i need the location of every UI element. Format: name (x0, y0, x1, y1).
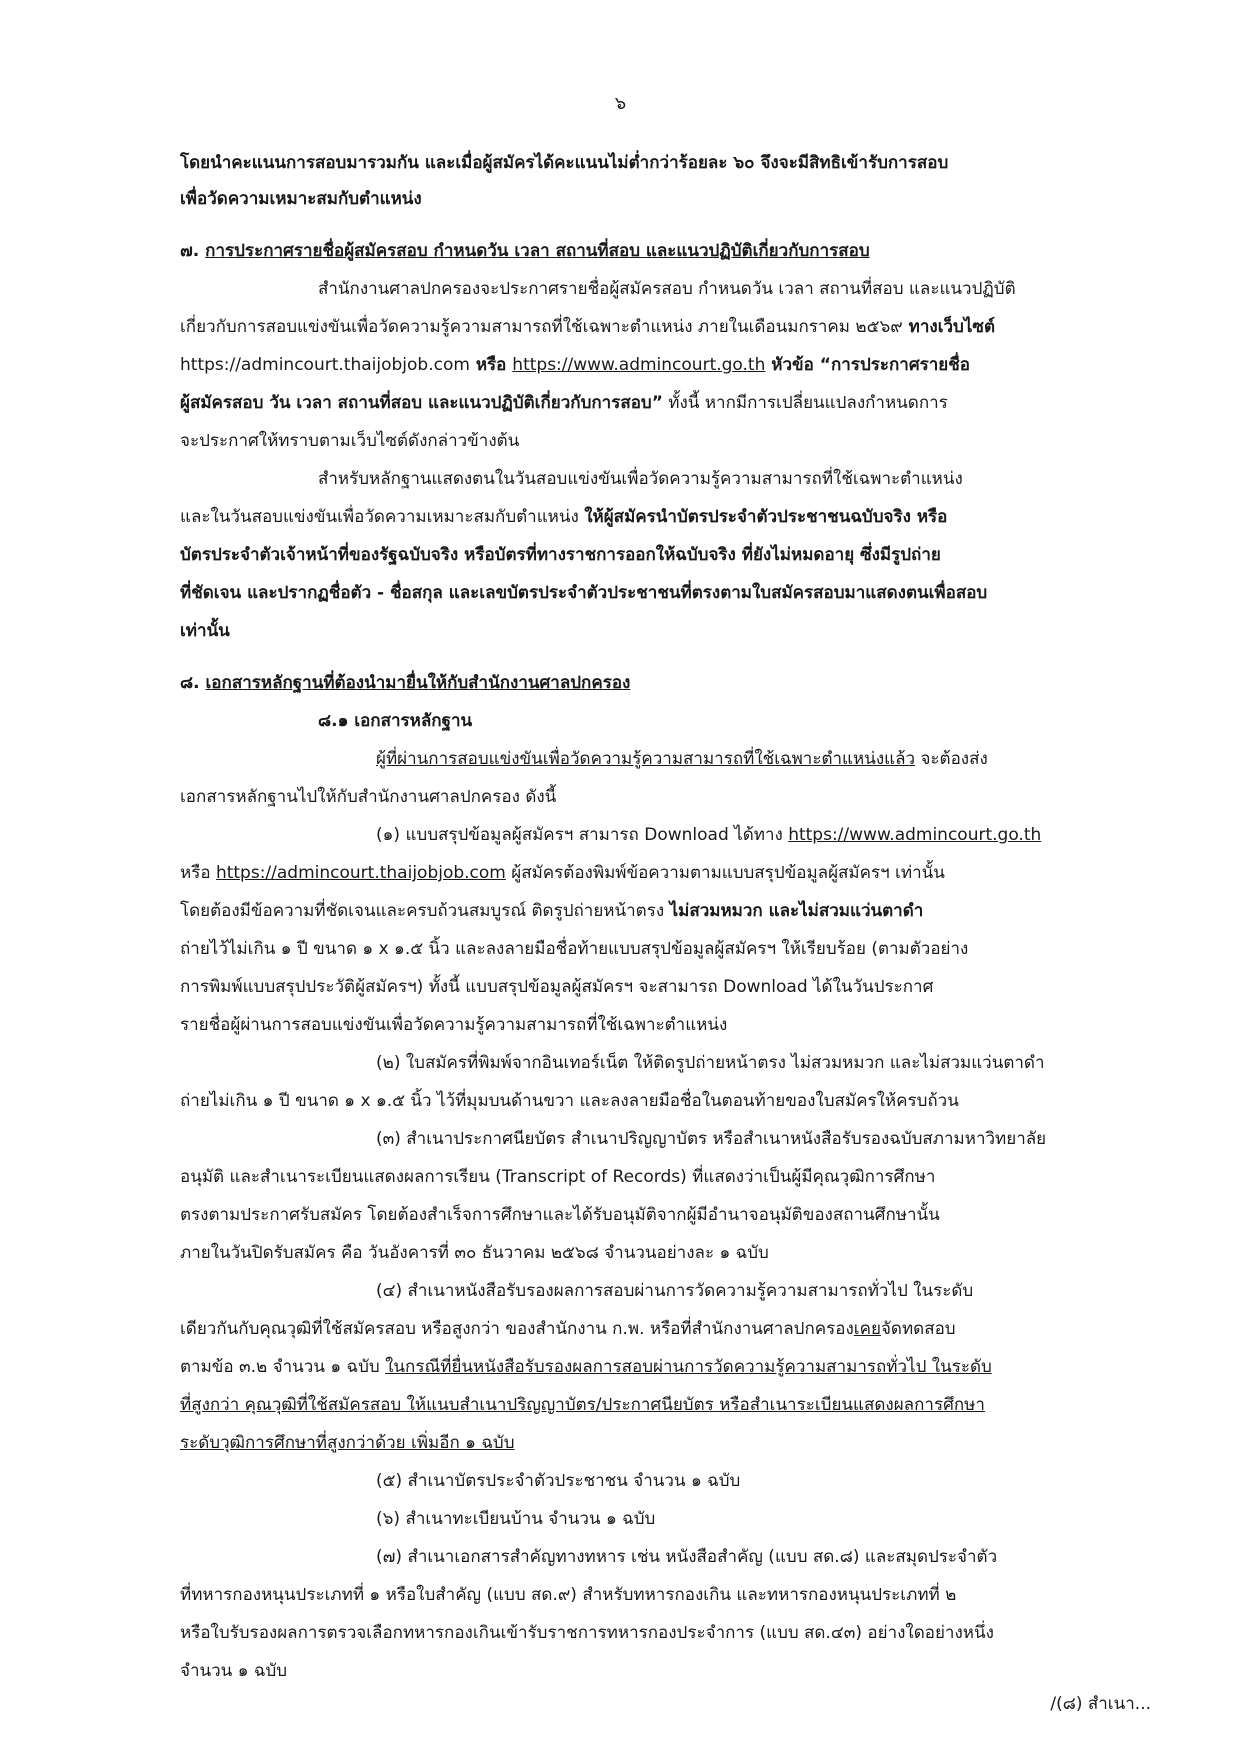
item-4-line-1: (๔) สำเนาหนังสือรับรองผลการสอบผ่านการวัดความรู้ความสามารถทั่วไป ในระดับ (376, 1281, 974, 1301)
page-number: ๖ (614, 93, 627, 114)
item-4-line-3 (180, 1354, 992, 1380)
item-1-line-2 (180, 860, 945, 886)
section-8-number: ๘. (180, 673, 200, 693)
s7-p1-line-4 (180, 390, 948, 416)
item-3-line-2: อนุมัติ และสำเนาระเบียนแสดงผลการเรียน (Transcript of Records) ที่แสดงว่าเป็นผู้มีคุณวุฒิการศึกษา (180, 1167, 936, 1187)
item-2-line-2: ถ่ายไม่เกิน ๑ ปี ขนาด ๑ x ๑.๕ นิ้ว ไว้ที่มุมบนด้านขวา และลงลายมือชื่อในตอนท้ายของใบสมัครให้ครบถ้วน (180, 1091, 959, 1111)
thaijobjob-link[interactable]: https://admincourt.thaijobjob.com (180, 355, 470, 375)
item-4-line-4: ที่สูงกว่า คุณวุฒิที่ใช้สมัครสอบ ให้แนบสำเนาปริญญาบัตร/ประกาศนียบัตร หรือสำเนาระเบียนแสดงผลการศึกษา (180, 1395, 985, 1415)
item-4-line-5: ระดับวุฒิการศึกษาที่สูงกว่าด้วย เพิ่มอีก ๑ ฉบับ (180, 1433, 515, 1453)
item-1-line-3 (180, 898, 923, 924)
s7-change-notice: ทั้งนี้ หากมีการเปลี่ยนแปลงกำหนดการ (662, 393, 948, 413)
admincourt-link[interactable]: https://www.admincourt.go.th (512, 355, 766, 375)
item-1-no-hat-glasses: ไม่สวมหมวก และไม่สวมแว่นตาดำ (669, 901, 924, 921)
item-4-ref: ตามข้อ ๓.๒ จำนวน ๑ ฉบับ (180, 1357, 386, 1377)
s8-lead-underlined: ผู้ที่ผ่านการสอบแข่งขันเพื่อวัดความรู้ความสามารถที่ใช้เฉพาะตำแหน่งแล้ว (376, 749, 916, 769)
item-2-line-1: (๒) ใบสมัครที่พิมพ์จากอินเทอร์เน็ต ให้ติดรูปถ่ายหน้าตรง ไม่สวมหมวก และไม่สวมแว่นตาดำ (376, 1053, 1045, 1073)
item-3-line-3: ตรงตามประกาศรับสมัคร โดยต้องสำเร็จการศึกษาและได้รับอนุมัติจากผู้มีอำนาจอนุมัติของสถานศึกษานั้น (180, 1205, 940, 1225)
s7-p2-line-3: บัตรประจำตัวเจ้าหน้าที่ของรัฐฉบับจริง หรือบัตรที่ทางราชการออกให้ฉบับจริง ที่ยังไม่หมดอายุ ซึ่งมีรูปถ่าย (180, 545, 941, 565)
s7-p1-line-2 (180, 314, 995, 340)
s8-lead-text: จะต้องส่ง (915, 749, 988, 769)
item-1-line-1 (376, 822, 1041, 848)
item-3-line-1: (๓) สำเนาประกาศนียบัตร สำเนาปริญญาบัตร หรือสำเนาหนังสือรับรองฉบับสภามหาวิทยาลัย (376, 1129, 1047, 1149)
item-4-line-2 (180, 1316, 956, 1342)
item-1-text: (๑) แบบสรุปข้อมูลผู้สมัครฯ สามารถ Download ได้ทาง (376, 825, 789, 845)
section-7-number: ๗. (180, 241, 200, 261)
intro-line-1: โดยนำคะแนนการสอบมารวมกัน และเมื่อผู้สมัครได้คะแนนไม่ต่ำกว่าร้อยละ ๖๐ จึงจะมีสิทธิเข้ารับการสอบ (180, 153, 949, 173)
item-7-line-3: หรือใบรับรองผลการตรวจเลือกทหารกองเกินเข้ารับราชการทหารกองประจำการ (แบบ สด.๔๓) อย่างใดอย่างหนึ่ง (180, 1623, 994, 1643)
s7-website-label: ทางเว็บไซต์ (902, 317, 995, 337)
s7-p2-line-2-text: และในวันสอบแข่งขันเพื่อวัดความเหมาะสมกับตำแหน่ง (180, 507, 585, 527)
section-8-1-heading: ๘.๑ เอกสารหลักฐาน (318, 711, 473, 731)
s7-topic-title: ผู้สมัครสอบ วัน เวลา สถานที่สอบ และแนวปฏิบัติเกี่ยวกับการสอบ” (180, 393, 663, 413)
s7-p1-line-3 (180, 352, 970, 378)
item-4-text-end: จัดทดสอบ (880, 1319, 956, 1339)
s7-id-card-requirement: ให้ผู้สมัครนำบัตรประจำตัวประชาชนฉบับจริง หรือ (584, 507, 948, 527)
item-1-or: หรือ (180, 863, 216, 883)
s7-p1-line-5: จะประกาศให้ทราบตามเว็บไซต์ดังกล่าวข้างต้น (180, 431, 520, 451)
item-7-line-2: ที่ทหารกองหนุนประเภทที่ ๑ หรือใบสำคัญ (แบบ สด.๙) สำหรับทหารกองเกิน และทหารกองหนุนประเภทที่ ๒ (180, 1585, 957, 1605)
s7-p2-line-1: สำหรับหลักฐานแสดงตนในวันสอบแข่งขันเพื่อวัดความรู้ความสามารถที่ใช้เฉพาะตำแหน่ง (318, 469, 963, 489)
item-1-admincourt-link[interactable]: https://www.admincourt.go.th (788, 825, 1042, 845)
item-5: (๕) สำเนาบัตรประจำตัวประชาชน จำนวน ๑ ฉบับ (376, 1471, 741, 1491)
intro-line-2: เพื่อวัดความเหมาะสมกับตำแหน่ง (180, 189, 422, 209)
item-4-keyword: เคย (853, 1319, 881, 1339)
item-4-condition: ในกรณีที่ยื่นหนังสือรับรองผลการสอบผ่านการวัดความรู้ความสามารถทั่วไป ในระดับ (385, 1357, 992, 1377)
item-7-line-1: (๗) สำเนาเอกสารสำคัญทางทหาร เช่น หนังสือสำคัญ (แบบ สด.๘) และสมุดประจำตัว (376, 1547, 998, 1567)
item-1-line-5: การพิมพ์แบบสรุปประวัติผู้สมัครฯ) ทั้งนี้ แบบสรุปข้อมูลผู้สมัครฯ จะสามารถ Download ได้ในวันประกาศ (180, 977, 934, 997)
section-7-heading (180, 238, 870, 264)
s7-p2-line-4: ที่ชัดเจน และปรากฏชื่อตัว - ชื่อสกุล และเลขบัตรประจำตัวประชาชนที่ตรงตามใบสมัครสอบมาแสดงตนเพื่อสอบ (180, 583, 988, 603)
item-1-line-6: รายชื่อผู้ผ่านการสอบแข่งขันเพื่อวัดความรู้ความสามารถที่ใช้เฉพาะตำแหน่ง (180, 1015, 728, 1035)
continuation-note: /(๘) สำเนา... (1050, 1694, 1151, 1714)
item-1-line-4: ถ่ายไว้ไม่เกิน ๑ ปี ขนาด ๑ x ๑.๕ นิ้ว และลงลายมือชื่อท้ายแบบสรุปข้อมูลผู้สมัครฯ ให้เรียบร้อย (ตามตัวอย่าง (180, 939, 969, 959)
section-8-title: เอกสารหลักฐานที่ต้องนำมายื่นให้กับสำนักงานศาลปกครอง (205, 673, 631, 693)
s7-p1-line-1: สำนักงานศาลปกครองจะประกาศรายชื่อผู้สมัครสอบ กำหนดวัน เวลา สถานที่สอบ และแนวปฏิบัติ (318, 279, 1016, 299)
s7-p1-line-2-text: เกี่ยวกับการสอบแข่งขันเพื่อวัดความรู้ความสามารถที่ใช้เฉพาะตำแหน่ง ภายในเดือนมกราคม ๒๕๖๙ (180, 317, 903, 337)
item-6: (๖) สำเนาทะเบียนบ้าน จำนวน ๑ ฉบับ (376, 1509, 656, 1529)
s8-lead-line-1 (376, 746, 988, 772)
item-1-instructions: ผู้สมัครต้องพิมพ์ข้อความตามแบบสรุปข้อมูลผู้สมัครฯ เท่านั้น (505, 863, 945, 883)
s7-p2-line-5: เท่านั้น (180, 621, 230, 641)
s8-lead-line-2: เอกสารหลักฐานไปให้กับสำนักงานศาลปกครอง ดังนี้ (180, 787, 557, 807)
item-1-thaijobjob-link[interactable]: https://admincourt.thaijobjob.com (215, 863, 506, 883)
item-1-photo-text: โดยต้องมีข้อความที่ชัดเจนและครบถ้วนสมบูรณ์ ติดรูปถ่ายหน้าตรง (180, 901, 670, 921)
section-7-title: การประกาศรายชื่อผู้สมัครสอบ กำหนดวัน เวลา สถานที่สอบ และแนวปฏิบัติเกี่ยวกับการสอบ (205, 241, 870, 261)
item-4-text: เดียวกันกับคุณวุฒิที่ใช้สมัครสอบ หรือสูงกว่า ของสำนักงาน ก.พ. หรือที่สำนักงานศาลปกครอง (180, 1319, 854, 1339)
item-7-line-4: จำนวน ๑ ฉบับ (180, 1661, 288, 1681)
section-8-heading (180, 670, 630, 696)
s7-or-text: หรือ (469, 355, 513, 375)
s7-topic-text: หัวข้อ “การประกาศรายชื่อ (765, 355, 971, 375)
item-3-line-4: ภายในวันปิดรับสมัคร คือ วันอังคารที่ ๓๐ ธันวาคม ๒๕๖๘ จำนวนอย่างละ ๑ ฉบับ (180, 1243, 769, 1263)
s7-p2-line-2 (180, 504, 947, 530)
